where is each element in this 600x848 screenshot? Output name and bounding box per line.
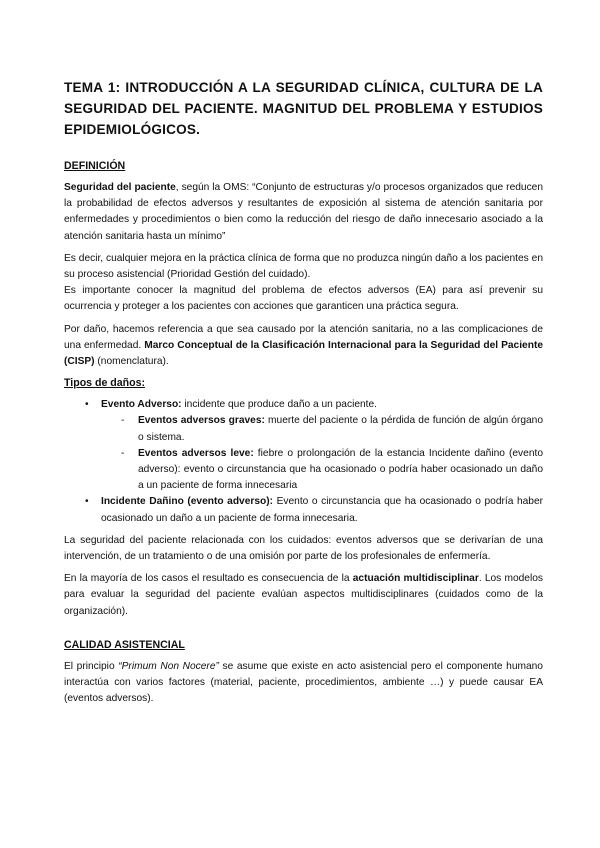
term-seguridad-del-paciente: Seguridad del paciente	[64, 182, 176, 193]
sublist	[101, 413, 543, 494]
list-item-incidente-danino	[64, 494, 543, 526]
paragraph-importante: Es importante conocer la magnitud del problema de efectos adversos (EA) para así prevenir su ocurrencia y proteger a los pacientes con acciones que garanticen una práctica segura.	[64, 285, 543, 313]
dash-icon: -	[121, 415, 125, 427]
paragraph-seguridad-cuidados: La seguridad del paciente relacionada con los cuidados: eventos adversos que se derivarían de una intervención, de un tratamiento o de una omisión por parte de los profesionales de enfermería.	[64, 534, 543, 563]
paragraph-text: . Los modelos para evaluar la seguridad del paciente evalúan aspectos multidisciplinares (cuidados como de la organización).	[64, 573, 543, 617]
spacer	[64, 626, 543, 638]
paragraph-text: En la mayoría de los casos el resultado es consecuencia de la	[64, 573, 353, 585]
document-title: TEMA 1: INTRODUCCIÓN A LA SEGURIDAD CLÍNICA, CULTURA DE LA SEGURIDAD DEL PACIENTE. MAGNITUD DEL PROBLEMA Y ESTUDIOS EPIDEMIOLÓGICOS.	[64, 80, 543, 137]
heading-tipos-de-danos: Tipos de daños:	[64, 377, 146, 390]
paragraph-multidisciplinar	[64, 571, 543, 620]
tipos-list	[64, 397, 543, 527]
heading-calidad-asistencial: CALIDAD ASISTENCIAL	[64, 638, 185, 651]
list-item-text: incidente que produce daño a un paciente.	[181, 399, 377, 411]
sublist-item-graves	[101, 413, 543, 445]
dash-icon: -	[121, 447, 125, 459]
term-cisp: Marco Conceptual de la Clasificación Internacional para la Seguridad del Paciente (CISP)	[64, 339, 544, 368]
list-item-text: muerte del paciente o la pérdida de función de algún órgano o sistema.	[138, 415, 543, 443]
bullet-icon: •	[85, 399, 89, 411]
term-primum-non-nocere: “Primum Non Nocere”	[118, 660, 219, 672]
term-graves: Eventos adversos graves:	[138, 415, 265, 427]
paragraph-es-decir: Es decir, cualquier mejora en la práctica clínica de forma que no produzca ningún daño a los pacientes en su proceso asistencial (Prioridad Gestión del cuidado).	[64, 252, 543, 281]
bullet-icon: •	[85, 496, 89, 508]
paragraph-primum-non-nocere	[64, 659, 543, 708]
sublist-item-leve	[101, 446, 543, 495]
list-item-text: fiebre o prolongación de la estancia Incidente dañino (evento adverso): evento o circunstancia que ha ocasionado o podría haber ocasionado un daño a un paciente de forma innecesaria	[138, 447, 543, 492]
term-evento-adverso: Evento Adverso:	[101, 399, 182, 411]
paragraph-por-dano	[64, 322, 543, 371]
heading-definicion: DEFINICIÓN	[64, 160, 126, 172]
term-leve: Eventos adversos leve:	[138, 447, 254, 459]
paragraph-text: , según la OMS: “Conjunto de estructuras y/o procesos organizados que reducen la probabilidad de efectos adversos y resultantes de exposición al sistema de atención sanitaria por enfermedades y procedimientos o bien como la reducción del riesgo de daño innecesario asociado a la atención sanitaria hasta un mínimo”	[64, 182, 543, 242]
paragraph-text: se asume que existe en acto asistencial pero el componente humano interactúa con varios factores (material, paciente, procedimientos, ambiente …) y puede causar EA (eventos adversos).	[64, 660, 543, 705]
term-incidente-danino: Incidente Dañino (evento adverso):	[101, 496, 274, 508]
list-item-evento-adverso	[64, 397, 543, 494]
list-item-text: Evento o circunstancia que ha ocasionado o podría haber ocasionado un daño a un paciente de forma innecesaria.	[101, 496, 543, 524]
paragraph-text: El principio	[64, 660, 119, 672]
paragraph-text: (nomenclatura).	[94, 356, 169, 368]
term-actuacion-multidisciplinar: actuación multidisciplinar	[352, 573, 479, 585]
paragraph-text: Por daño, hacemos referencia a que sea causado por la atención sanitaria, no a las complicaciones de una enfermedad.	[64, 323, 543, 351]
paragraph-definicion-oms	[64, 180, 543, 245]
